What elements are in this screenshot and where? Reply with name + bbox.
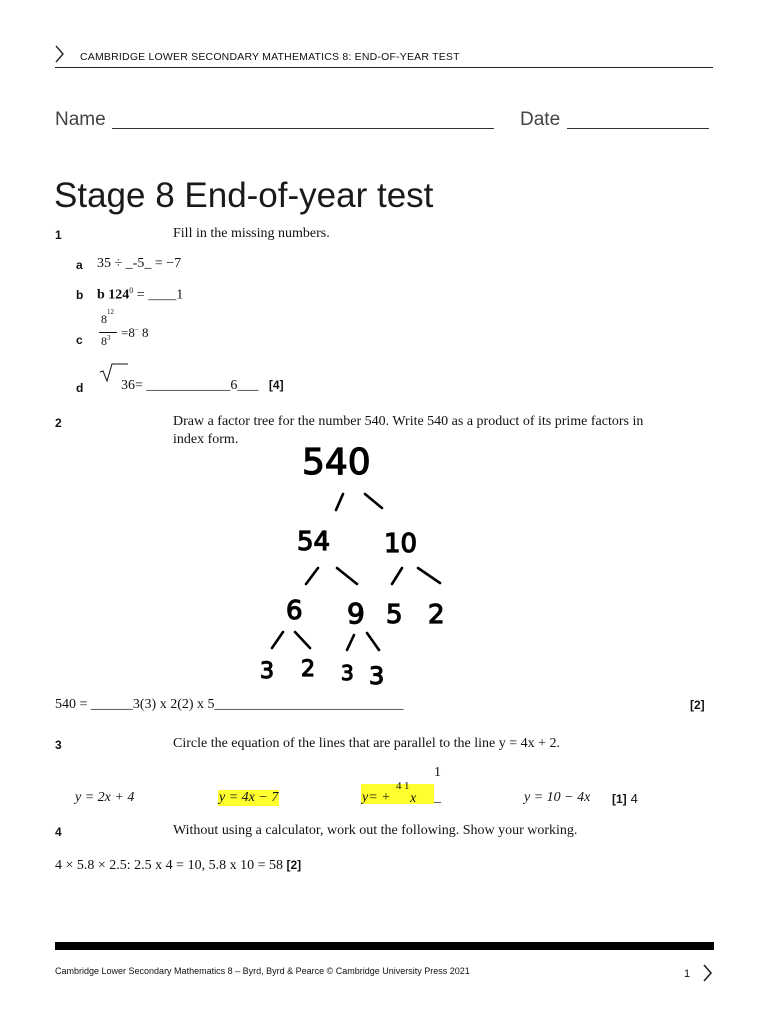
q4-answer: 4 × 5.8 × 2.5: 2.5 x 4 = 10, 5.8 x 10 = 58 [2] — [55, 858, 302, 873]
fraction-numerator: $8^{12}$ — [101, 308, 114, 326]
question-prompt: Draw a factor tree for the number 540. Write 540 as a product of its prime factors in — [173, 414, 644, 429]
part-label: c — [76, 333, 83, 347]
underscore: _ — [434, 790, 441, 805]
tree-node: 5 — [386, 600, 403, 630]
question-prompt: Without using a calculator, work out the following. Show your working. — [173, 823, 578, 838]
footer-text: Cambridge Lower Secondary Mathematics 8 – Byrd, Byrd & Pearce © Cambridge University Press 2021 — [55, 966, 470, 976]
question-number: 3 — [55, 738, 62, 752]
next-page-icon[interactable] — [700, 963, 714, 983]
tree-branch — [295, 632, 310, 648]
page-title: Stage 8 End-of-year test — [54, 176, 434, 215]
marks: [2] — [690, 698, 705, 712]
tree-node: 3 — [341, 661, 354, 685]
tree-node: 9 — [347, 597, 365, 630]
fraction-denominator: $8^3$ — [101, 334, 111, 348]
tree-node: 10 — [384, 529, 418, 559]
equation-option-highlighted[interactable]: y = 4x − 7 — [219, 790, 279, 805]
fraction-result: =8− 8 — [121, 325, 149, 340]
date-field[interactable] — [567, 128, 709, 129]
tree-root: 540 — [302, 442, 371, 483]
running-header: CAMBRIDGE LOWER SECONDARY MATHEMATICS 8: END-OF-YEAR TEST — [80, 51, 460, 63]
part-b-inline: b 124 — [97, 287, 130, 303]
tree-branch — [272, 632, 283, 648]
fraction-part: 4 — [396, 780, 402, 792]
tree-node: 2 — [428, 600, 445, 630]
exponent: 0 — [129, 286, 134, 295]
question-number: 1 — [55, 228, 62, 242]
tree-branch — [392, 568, 402, 584]
question-prompt: Fill in the missing numbers. — [173, 226, 330, 241]
part-d-text: 36= ____________6___ [4] — [121, 378, 284, 393]
date-label: Date — [520, 109, 561, 130]
question-number: 2 — [55, 416, 62, 430]
footer-bar — [55, 942, 714, 950]
marks: [2] — [286, 858, 302, 872]
tree-node: 54 — [297, 527, 331, 557]
question-number: 4 — [55, 825, 62, 839]
tree-branch — [337, 568, 357, 584]
stray-fraction-numerator: 1 — [434, 765, 441, 780]
question-prompt: Circle the equation of the lines that are parallel to the line y = 4x + 2. — [173, 736, 561, 751]
tree-node: 3 — [369, 662, 385, 690]
fraction-bar — [99, 332, 117, 333]
tree-node: 2 — [301, 657, 315, 682]
tree-node: 6 — [286, 596, 303, 626]
tree-node: 3 — [260, 659, 274, 684]
part-c-fraction — [97, 308, 157, 356]
part-label: d — [76, 381, 84, 395]
tree-branch — [367, 633, 379, 650]
part-b-text — [97, 286, 183, 304]
marks: [1] — [612, 792, 627, 806]
tree-branch — [306, 568, 318, 584]
header-rule — [55, 67, 713, 68]
equation-option-highlighted[interactable]: y= + — [362, 790, 391, 805]
page-number: 1 — [684, 968, 691, 980]
equation-variable: x — [410, 791, 417, 806]
marks-line: [1] 4 — [612, 791, 638, 806]
part-a-text: 35 ÷ _-5_ = −7 — [97, 256, 182, 271]
marks: [4] — [268, 378, 284, 392]
name-label: Name — [55, 109, 106, 130]
part-label: a — [76, 258, 83, 272]
name-field[interactable] — [112, 128, 494, 129]
fraction-part: 1 — [404, 780, 410, 792]
equation-option[interactable]: y = 10 − 4x — [524, 790, 591, 805]
part-b-rest: = ____1 — [133, 287, 184, 303]
equation-option[interactable]: y = 2x + 4 — [75, 790, 135, 805]
question-prompt-cont: index form. — [173, 432, 239, 447]
q2-answer: 540 = ______3(3) x 2(2) x 5___________________________ — [55, 697, 404, 712]
factor-tree — [250, 440, 470, 690]
tree-branch — [336, 494, 343, 510]
tree-branch — [418, 568, 440, 583]
tree-branch — [365, 494, 382, 508]
part-label: b — [76, 288, 84, 302]
tree-branch — [347, 635, 354, 650]
chevron-right-icon — [52, 44, 66, 64]
